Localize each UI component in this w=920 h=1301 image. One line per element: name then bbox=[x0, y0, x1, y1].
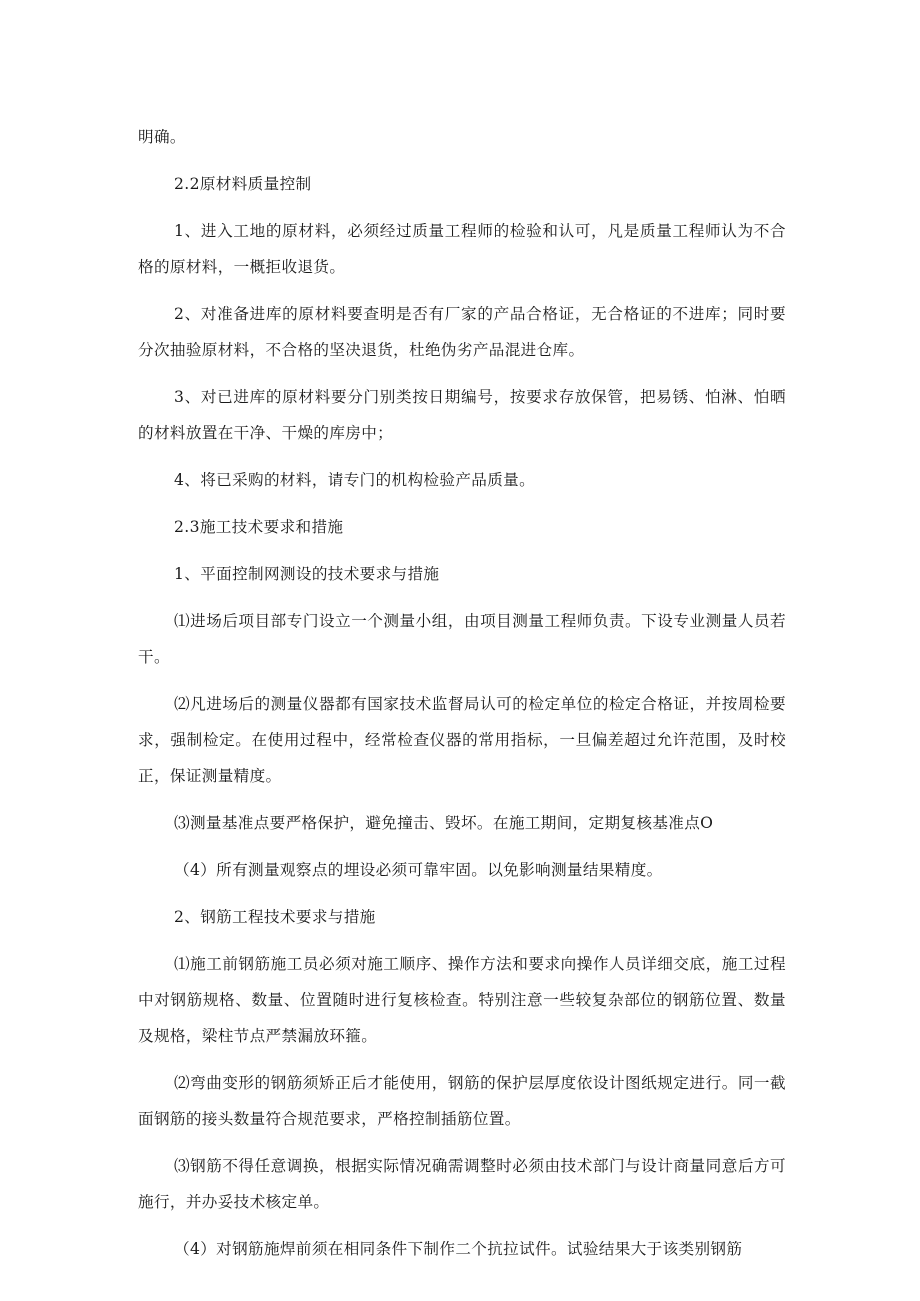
section-heading: 2.3施工技术要求和措施 bbox=[174, 518, 344, 536]
paragraph: ⑶钢筋不得任意调换，根据实际情况确需调整时必须由技术部门与设计商量同意后方可施行，并办妥技术核定单。 bbox=[138, 1157, 786, 1211]
paragraph: 1、进入工地的原材料，必须经过质量工程师的检验和认可，凡是质量工程师认为不合格的原材料，一概拒收退货。 bbox=[138, 222, 786, 276]
subsection-heading: 2、钢筋工程技术要求与措施 bbox=[174, 908, 376, 926]
paragraph: ⑴施工前钢筋施工员必须对施工顺序、操作方法和要求向操作人员详细交底，施工过程中对钢筋规格、数量、位置随时进行复核检查。特别注意一些较复杂部位的钢筋位置、数量及规格，梁柱节点严禁漏放环箍。 bbox=[138, 955, 786, 1045]
document-body bbox=[138, 119, 786, 1278]
paragraph: 2、对准备进库的原材料要查明是否有厂家的产品合格证，无合格证的不进库；同时要分次抽验原材料，不合格的坚决退货，杜绝伪劣产品混进仓库。 bbox=[138, 305, 786, 359]
paragraph: （4）对钢筋施焊前须在相同条件下制作二个抗拉试件。试验结果大于该类别钢筋 bbox=[174, 1240, 743, 1258]
paragraph: 4、将已采购的材料，请专门的机构检验产品质量。 bbox=[174, 471, 536, 489]
paragraph: ⑵弯曲变形的钢筋须矫正后才能使用，钢筋的保护层厚度依设计图纸规定进行。同一截面钢筋的接头数量符合规范要求，严格控制插筋位置。 bbox=[138, 1074, 786, 1128]
paragraph: 明确。 bbox=[138, 128, 186, 146]
paragraph: ⑶测量基准点要严格保护，避免撞击、毁坏。在施工期间，定期复核基准点O bbox=[174, 814, 714, 832]
section-heading: 2.2原材料质量控制 bbox=[174, 175, 312, 193]
subsection-heading: 1、平面控制网测设的技术要求与措施 bbox=[174, 565, 440, 583]
paragraph: （4）所有测量观察点的埋设必须可靠牢固。以免影响测量结果精度。 bbox=[174, 861, 663, 879]
paragraph: ⑵凡进场后的测量仪器都有国家技术监督局认可的检定单位的检定合格证，并按周检要求，强制检定。在使用过程中，经常检查仪器的常用指标，一旦偏差超过允许范围，及时校正，保证测量精度。 bbox=[138, 695, 786, 785]
paragraph: 3、对已进库的原材料要分门别类按日期编号，按要求存放保管，把易锈、怕淋、怕晒的材料放置在干净、干燥的库房中； bbox=[138, 388, 786, 442]
paragraph: ⑴进场后项目部专门设立一个测量小组，由项目测量工程师负责。下设专业测量人员若干。 bbox=[138, 612, 786, 666]
